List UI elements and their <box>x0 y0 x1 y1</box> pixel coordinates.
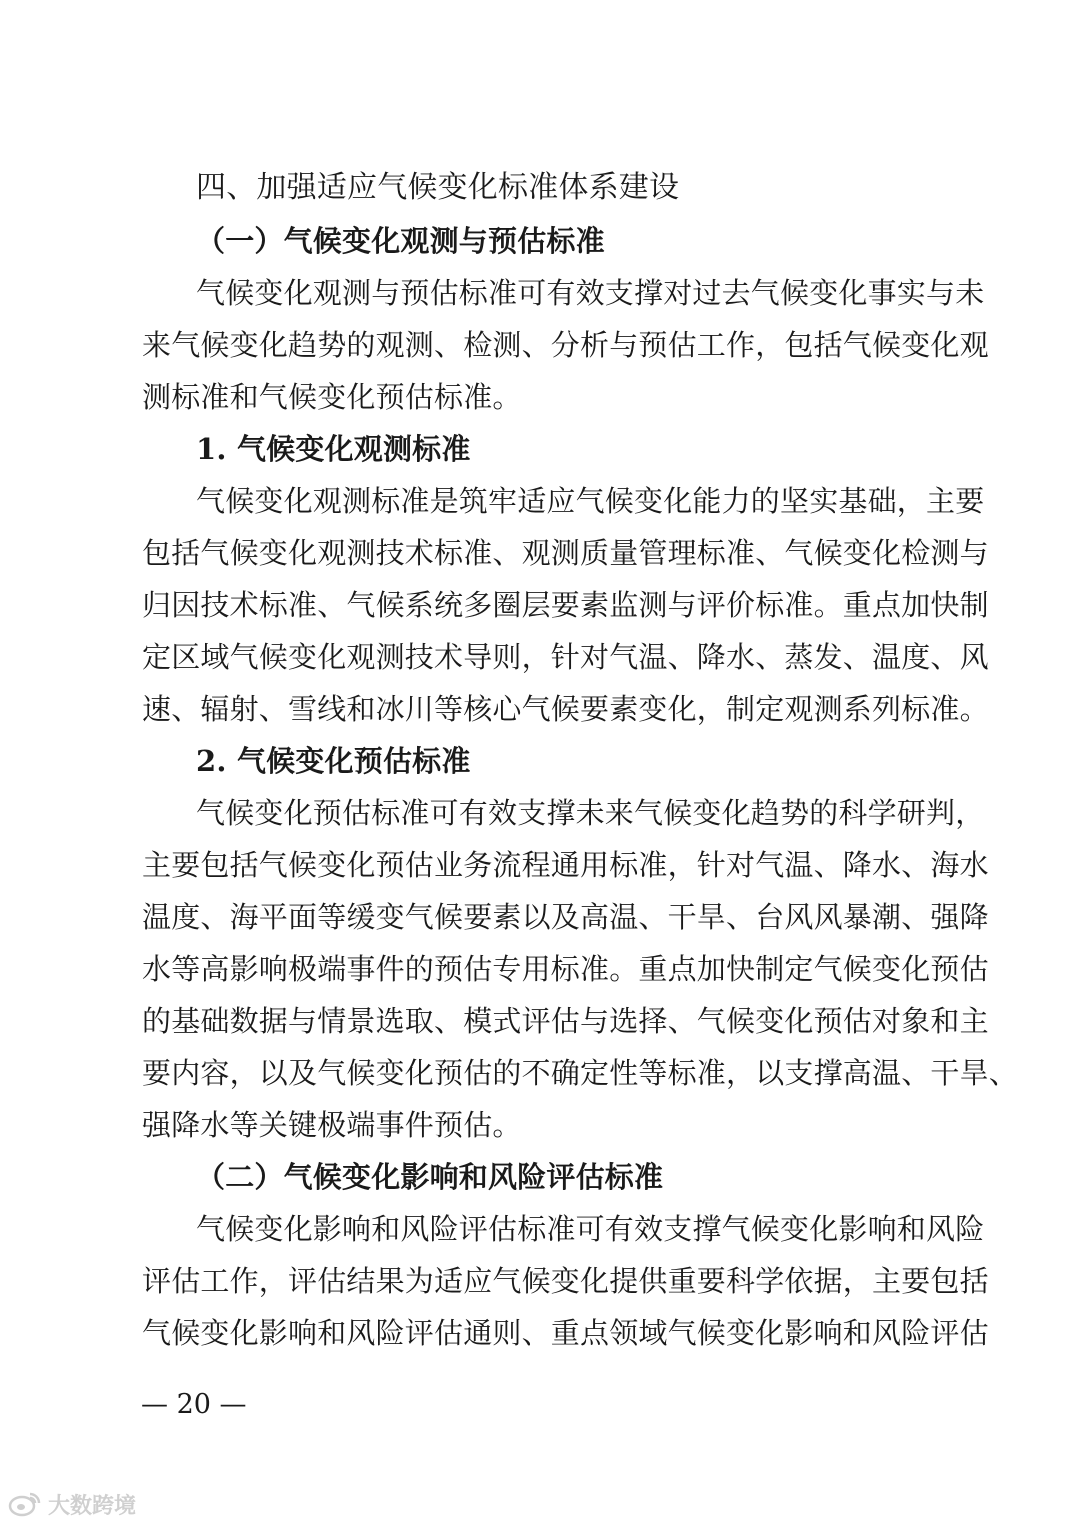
paragraph-line: 定区域气候变化观测技术导则，针对气温、降水、蒸发、温度、风 <box>142 640 989 674</box>
paragraph-line: 主要包括气候变化预估业务流程通用标准，针对气温、降水、海水 <box>142 848 989 882</box>
page-number: — 20 — <box>141 1389 247 1420</box>
watermark <box>8 1488 136 1520</box>
paragraph-line: 来气候变化趋势的观测、检测、分析与预估工作，包括气候变化观 <box>142 328 989 362</box>
paragraph-line: 水等高影响极端事件的预估专用标准。重点加快制定气候变化预估 <box>142 952 989 986</box>
paragraph-line: 评估工作，评估结果为适应气候变化提供重要科学依据，主要包括 <box>142 1264 989 1298</box>
paragraph-line: 气候变化观测标准是筑牢适应气候变化能力的坚实基础，主要 <box>196 484 985 518</box>
paragraph-line: 测标准和气候变化预估标准。 <box>142 380 522 414</box>
paragraph-line: 要内容，以及气候变化预估的不确定性等标准，以支撑高温、干旱、 <box>142 1056 1019 1090</box>
paragraph-line: 气候变化影响和风险评估标准可有效支撑气候变化影响和风险 <box>196 1212 985 1246</box>
item-heading: 2. 气候变化预估标准 <box>196 744 471 778</box>
section-heading: 四、加强适应气候变化标准体系建设 <box>196 170 680 205</box>
paragraph-line: 的基础数据与情景选取、模式评估与选择、气候变化预估对象和主 <box>142 1004 989 1038</box>
paragraph-line: 包括气候变化观测技术标准、观测质量管理标准、气候变化检测与 <box>142 536 989 570</box>
subsection-heading: （一）气候变化观测与预估标准 <box>196 224 605 258</box>
paragraph-line: 温度、海平面等缓变气候要素以及高温、干旱、台风风暴潮、强降 <box>142 900 989 934</box>
item-heading: 1. 气候变化观测标准 <box>196 432 471 466</box>
subsection-heading: （二）气候变化影响和风险评估标准 <box>196 1160 664 1194</box>
watermark-text: 大数跨境 <box>48 1493 137 1519</box>
paragraph-line: 气候变化影响和风险评估通则、重点领域气候变化影响和风险评估 <box>142 1316 989 1350</box>
paragraph-line: 气候变化观测与预估标准可有效支撑对过去气候变化事实与未 <box>196 276 985 310</box>
paragraph-line: 强降水等关键极端事件预估。 <box>142 1108 522 1142</box>
paragraph-line: 气候变化预估标准可有效支撑未来气候变化趋势的科学研判， <box>196 796 985 830</box>
paragraph-line: 归因技术标准、气候系统多圈层要素监测与评价标准。重点加快制 <box>142 588 989 622</box>
paragraph-line: 速、辐射、雪线和冰川等核心气候要素变化，制定观测系列标准。 <box>142 692 989 726</box>
weibo-logo-icon <box>8 1491 42 1517</box>
